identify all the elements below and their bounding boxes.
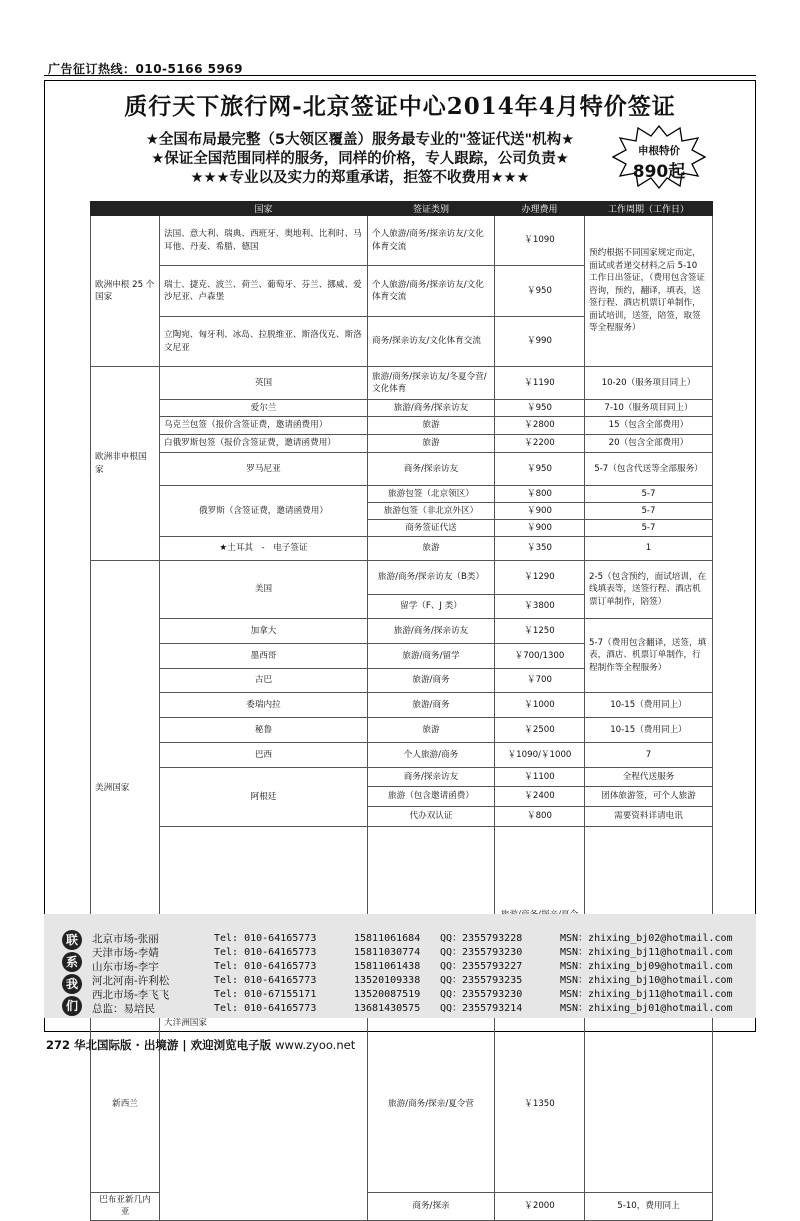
country-cell: 秘鲁 [160,718,368,743]
visa-type-cell: 旅游 [368,718,495,743]
region-cell: 欧洲申根 25 个国家 [91,216,160,367]
visa-type-cell: 商务/探亲访友/文化体育交流 [368,317,495,367]
contact-qq: QQ：2355793230 [440,989,523,1000]
contact-mobile: 13520109338 [354,975,421,986]
country-cell: 墨西哥 [160,644,368,669]
visa-type-cell: 留学（F、J 类） [368,595,495,619]
table-row [91,400,713,417]
country-cell: 法国、意大利、瑞典、西班牙、奥地利、比利时、马耳他、丹麦、希腊、德国 [160,216,368,266]
contact-name: 山东市场-李宇 [92,961,159,973]
period-cell: 需要资料详请电讯 [585,807,713,827]
badge-label: 申根特价 [638,145,680,157]
table-header-row [91,202,713,216]
table-row [91,743,713,768]
period-cell: 10-15（费用同上） [585,693,713,718]
period-cell: 5-7 [585,503,713,520]
fee-cell: ￥700 [495,669,585,693]
period-cell: 5-7（费用包含翻译，送签，填表，酒店、机票订单制作，行程制作等全程服务） [585,619,713,693]
contact-tel: Tel: 010-64165773 [214,947,317,958]
table-row [91,435,713,453]
period-cell: 5-7 [585,486,713,503]
contact-msn: MSN：zhixing_bj10@hotmail.com [560,975,733,986]
fee-cell: ￥900 [495,520,585,537]
visa-type-cell: 旅游 [368,435,495,453]
contact-msn: MSN：zhixing_bj02@hotmail.com [560,933,733,944]
header-cell: 办理费用 [495,202,585,216]
fee-cell: ￥2000 [495,1192,585,1220]
region-cell: 欧洲非申根国家 [91,367,160,561]
fee-cell: ￥1250 [495,619,585,644]
price-badge [612,124,706,190]
country-cell: 新西兰 [91,1016,160,1192]
visa-type-cell: 旅游/商务/探亲访友（B类） [368,561,495,595]
fee-cell: ￥900 [495,503,585,520]
ad-hotline: 广告征订热线：010-5166 5969 [48,62,244,76]
contact-mobile: 13681430575 [354,1003,421,1014]
publication-name: 华北国际版 · 出境游 [74,1038,179,1052]
page-number: 272 [46,1038,71,1052]
fee-cell: ￥700/1300 [495,644,585,669]
fee-cell: ￥3800 [495,595,585,619]
country-cell: 阿根廷 [160,768,368,827]
period-cell: 5-7 [585,520,713,537]
country-cell: 加拿大 [160,619,368,644]
table-row [91,561,713,595]
table-row [91,619,713,644]
contact-char: 联 [62,930,82,950]
visa-type-cell: 旅游/商务/探亲访友 [368,400,495,417]
table-row [91,453,713,486]
visa-type-cell: 旅游/商务 [368,693,495,718]
contact-char: 我 [62,974,82,994]
table-row [91,367,713,400]
contact-tel: Tel: 010-64165773 [214,933,317,944]
country-cell: 乌克兰包签（报价含签证费，邀请函费用） [160,417,368,435]
contact-char: 系 [62,952,82,972]
visa-type-cell: 旅游/商务/探亲访友 [368,619,495,644]
contact-char: 们 [62,996,82,1016]
country-cell: 委瑞内拉 [160,693,368,718]
fee-cell: ￥950 [495,266,585,317]
period-cell: 全程代送服务 [585,768,713,787]
period-cell: 5-7（包含代送等全部服务） [585,453,713,486]
fee-cell: ￥2400 [495,787,585,807]
country-cell: 巴布亚新几内亚 [91,1192,160,1220]
contact-qq: QQ：2355793230 [440,947,523,958]
table-row [91,768,713,787]
contact-qq: QQ：2355793228 [440,933,523,944]
fee-cell: ￥350 [495,537,585,561]
country-cell: 英国 [160,367,368,400]
table-row [91,486,713,503]
contact-msn: MSN：zhixing_bj09@hotmail.com [560,961,733,972]
visa-type-cell: 个人旅游/商务 [368,743,495,768]
period-cell: 2-5（包含预约，面试培训，在线填表等，送签行程、酒店机票订单制作，陪签） [585,561,713,619]
country-cell: 白俄罗斯包签（报价含签证费，邀请函费用） [160,435,368,453]
period-cell: 5-10，费用同上 [585,1192,713,1220]
region-cell: 美洲国家 [91,561,160,1017]
table-row [91,693,713,718]
slogan-line: ★全国布局最完整（5大领区覆盖）服务最专业的"签证代送"机构★ [145,132,575,148]
contact-tel: Tel: 010-64165773 [214,1003,317,1014]
period-cell: 15（包含全部费用） [585,417,713,435]
contact-name: 天津市场-李婧 [92,947,159,959]
period-cell: 团体旅游签，可个人旅游 [585,787,713,807]
visa-type-cell: 代办双认证 [368,807,495,827]
fee-cell: ￥800 [495,807,585,827]
page-title: 质行天下旅行网-北京签证中心2014年4月特价签证 [124,93,676,120]
table-row [91,537,713,561]
slogans [60,131,660,188]
table-row [91,718,713,743]
country-cell: 巴西 [160,743,368,768]
country-cell: ★土耳其 - 电子签证 [160,537,368,561]
country-cell: 立陶宛、匈牙利、冰岛、拉脱维亚、斯洛伐克、斯洛文尼亚 [160,317,368,367]
page-footer [46,1037,355,1053]
header-cell [91,202,160,216]
table-row [91,216,713,266]
contact-qq: QQ：2355793235 [440,975,523,986]
fee-cell: ￥1000 [495,693,585,718]
country-cell: 俄罗斯（含签证费，邀请函费用） [160,486,368,537]
contact-tel: Tel: 010-67155171 [214,989,317,1000]
period-cell: 20（包含全部费用） [585,435,713,453]
badge-price: 890起 [632,162,686,182]
fee-cell: ￥800 [495,486,585,503]
fee-cell: ￥950 [495,453,585,486]
contact-name: 西北市场-李飞飞 [92,989,170,1001]
fee-cell: ￥2500 [495,718,585,743]
fee-cell: ￥1350 [495,1016,585,1192]
contact-name: 北京市场-张丽 [92,933,159,945]
country-cell: 罗马尼亚 [160,453,368,486]
slogan-line: ★★★专业以及实力的郑重承诺，拒签不收费用★★★ [190,170,530,186]
contact-name: 河北河南-许利松 [92,975,170,987]
fee-cell: ￥1290 [495,561,585,595]
contact-mobile: 15811061684 [354,933,421,944]
footer-divider: | [182,1038,191,1052]
visa-type-cell: 旅游/商务 [368,669,495,693]
period-cell: 7-10（服务项目同上） [585,400,713,417]
fee-cell: ￥2200 [495,435,585,453]
visa-type-cell: 旅游 [368,537,495,561]
contact-mobile: 15811030774 [354,947,421,958]
fee-cell: ￥2800 [495,417,585,435]
contact-tel: Tel: 010-64165773 [214,975,317,986]
visa-type-cell: 商务签证代送 [368,520,495,537]
country-cell: 古巴 [160,669,368,693]
contact-name: 总监：易培民 [92,1003,155,1015]
visa-price-table [90,201,713,1221]
country-cell: 爱尔兰 [160,400,368,417]
fee-cell: ￥1090 [495,216,585,266]
visa-type-cell: 旅游（包含邀请函费） [368,787,495,807]
contact-tel: Tel: 010-64165773 [214,961,317,972]
header-cell: 签证类别 [368,202,495,216]
footer-slogan: 欢迎浏览电子版 [190,1038,272,1052]
visa-type-cell: 旅游包签（北京领区） [368,486,495,503]
period-cell: 7 [585,743,713,768]
country-cell: 瑞士、捷克、波兰、荷兰、葡萄牙、芬兰、挪威、爱沙尼亚、卢森堡 [160,266,368,317]
period-cell: 预约根据不同国家规定而定，面试或者递交材料之后 5-10 工作日出签证，（费用包含签证咨询，预约，翻译，填表，送签行程、酒店机票订单制作，面试培训，送签，陪签，取签等全程服务） [585,216,713,367]
contact-msn: MSN：zhixing_bj11@hotmail.com [560,947,733,958]
contact-mobile: 13520087519 [354,989,421,1000]
fee-cell: ￥1190 [495,367,585,400]
visa-type-cell: 商务/探亲 [368,1192,495,1220]
visa-type-cell: 旅游 [368,417,495,435]
footer-url[interactable]: www.zyoo.net [275,1038,356,1052]
fee-cell: ￥1090/￥1000 [495,743,585,768]
contact-mobile: 15811061438 [354,961,421,972]
header-cell: 工作周期（工作日） [585,202,713,216]
visa-type-cell: 商务/探亲访友 [368,768,495,787]
contact-qq: QQ：2355793227 [440,961,523,972]
slogan-line: ★保证全国范围同样的服务，同样的价格，专人跟踪，公司负责★ [151,151,569,167]
visa-type-cell: 个人旅游/商务/探亲访友/文化体育交流 [368,266,495,317]
fee-cell: ￥1100 [495,768,585,787]
header-cell: 国家 [160,202,368,216]
visa-type-cell: 旅游/商务/留学 [368,644,495,669]
period-cell: 10-15（费用同上） [585,718,713,743]
fee-cell: ￥990 [495,317,585,367]
fee-cell: ￥950 [495,400,585,417]
visa-type-cell: 旅游包签（非北京外区） [368,503,495,520]
visa-type-cell: 个人旅游/商务/探亲访友/文化体育交流 [368,216,495,266]
period-cell: 10-20（服务项目同上） [585,367,713,400]
period-cell: 1 [585,537,713,561]
region-cell: 大洋洲国家 [160,827,368,1221]
table-row [91,417,713,435]
header-rule [44,75,756,76]
contact-msn: MSN：zhixing_bj01@hotmail.com [560,1003,733,1014]
visa-type-cell: 商务/探亲访友 [368,453,495,486]
contact-msn: MSN：zhixing_bj11@hotmail.com [560,989,733,1000]
visa-type-cell: 旅游/商务/探亲/夏令营 [368,1016,495,1192]
visa-type-cell: 旅游/商务/探亲访友/冬夏令营/文化体育 [368,367,495,400]
country-cell: 美国 [160,561,368,619]
contact-qq: QQ：2355793214 [440,1003,523,1014]
